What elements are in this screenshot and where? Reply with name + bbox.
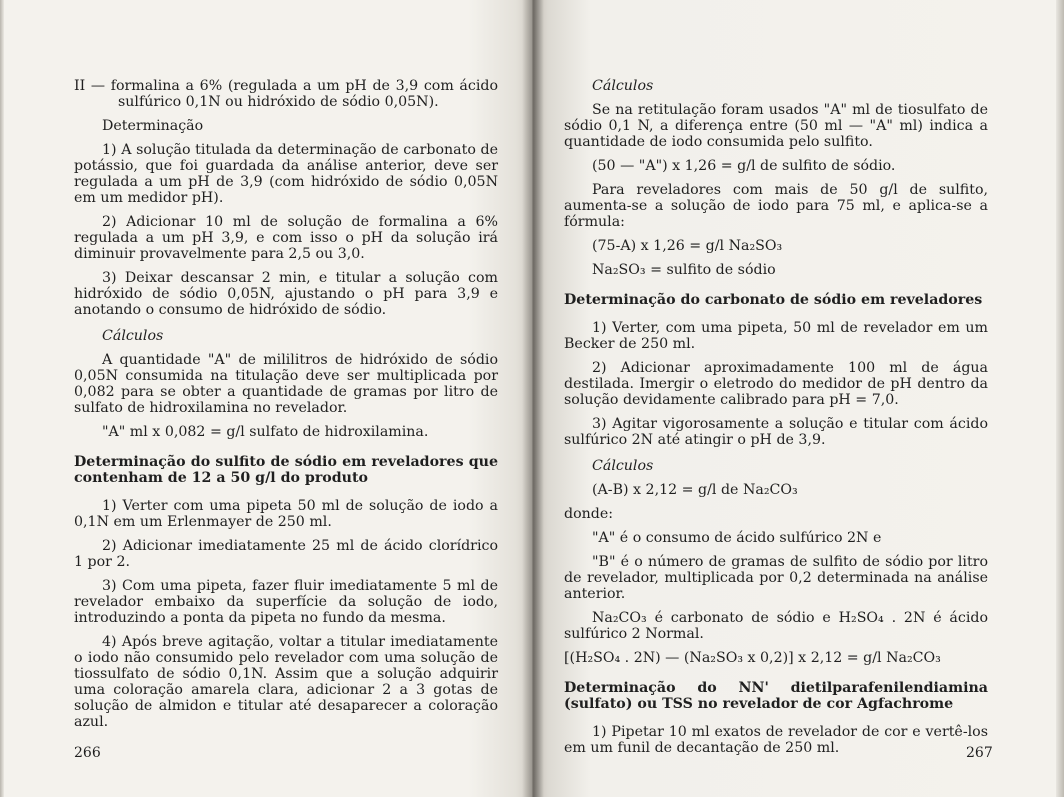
carbonato-step-2: 2) Adicionar aproximadamente 100 ml de água destilada. Imergir o eletrodo do medidor de pH dentro da solução devidamente calibrado para pH = 7,0. (564, 360, 988, 408)
calculos-label-right: Cálculos (592, 78, 654, 94)
tss-step-1: 1) Pipetar 10 ml exatos de revelador de cor e vertê-los em um funil de decantação de 250 ml. (564, 724, 988, 756)
step-2: 2) Adicionar 10 ml de solução de formalina a 6% regulada a um pH 3,9, e com isso o pH da solução irá diminuir provavelmente para 2,5 ou 3,0. (74, 214, 498, 262)
section-step-2: 2) Adicionar imediatamente 25 ml de ácido clorídrico 1 por 2. (74, 538, 498, 570)
section-heading-carbonato: Determinação do carbonato de sódio em reveladores (564, 292, 983, 308)
section-step-3: 3) Com uma pipeta, fazer fluir imediatamente 5 ml de revelador embaixo da superfície da solução de iodo, introduzindo a ponta da pipeta no fundo da mesma. (74, 578, 498, 626)
page-number-left: 266 (74, 745, 101, 761)
formula-sulfito-75: (75-A) x 1,26 = g/l Na₂SO₃ (592, 238, 783, 254)
step-3: 3) Deixar descansar 2 min, e titular a solução com hidróxido de sódio 0,05N, ajustando o pH para 3,9 e anotando o consumo de hidróxido de sódio. (74, 270, 498, 318)
donde-label: donde: (564, 506, 614, 522)
left-text-column (74, 78, 498, 738)
carbonato-step-1: 1) Verter, com uma pipeta, 50 ml de revelador em um Becker de 250 ml. (564, 320, 988, 352)
formula-carbonato: (A-B) x 2,12 = g/l de Na₂CO₃ (592, 482, 798, 498)
calculos-label-right-2: Cálculos (592, 458, 654, 474)
calculos-formula: "A" ml x 0,082 = g/l sulfato de hidroxilamina. (102, 424, 429, 440)
determinacao-label: Determinação (102, 118, 204, 134)
section-heading-tss: Determinação do NN' dietilparafenilendiamina (sulfato) ou TSS no revelador de cor Agfachrome (564, 680, 988, 712)
section-step-4: 4) Após breve agitação, voltar a titular imediatamente o iodo não consumido pelo revelador com uma solução de tiossulfato de sódio 0,1N. Assim que a solução adquirir uma coloração amarela clara, adicionar 2 a 3 gotas de solução de almidon e titular até desaparecer a coloração azul. (74, 634, 498, 730)
right-page-edge (1056, 0, 1064, 797)
para-mais-50: Para reveladores com mais de 50 g/l de sulfito, aumenta-se a solução de iodo para 75 ml, e aplica-se a fórmula: (564, 182, 988, 230)
carbonato-step-3: 3) Agitar vigorosamente a solução e titular com ácido sulfúrico 2N até atingir o pH de 3,9. (564, 416, 988, 448)
formula-definition: Na₂SO₃ = sulfito de sódio (592, 262, 776, 278)
definition-b: "B" é o número de gramas de sulfito de sódio por litro de revelador, multiplicada por 0,2 determinada na análise anterior. (564, 554, 988, 602)
definition-c: Na₂CO₃ é carbonato de sódio e H₂SO₄ . 2N é ácido sulfúrico 2 Normal. (564, 610, 988, 642)
right-text-column (564, 78, 988, 764)
page-number-right: 267 (966, 745, 993, 761)
formula-combined: [(H₂SO₄ . 2N) — (Na₂SO₃ x 0,2)] x 2,12 = g/l Na₂CO₃ (564, 650, 941, 666)
section-step-1: 1) Verter com uma pipeta 50 ml de solução de iodo a 0,1N em um Erlenmayer de 250 ml. (74, 498, 498, 530)
definition-a: "A" é o consumo de ácido sulfúrico 2N e (592, 530, 882, 546)
calculos-text: A quantidade "A" de mililitros de hidróxido de sódio 0,05N consumida na titulação deve ser multiplicada por 0,082 para se obter a quantidade de gramas por litro de sulfato de hidroxilamina no revelador. (74, 352, 498, 416)
section-heading-sulfito: Determinação do sulfito de sódio em reveladores que contenham de 12 a 50 g/l do produto (74, 454, 498, 486)
step-1: 1) A solução titulada da determinação de carbonato de potássio, que foi guardada da análise anterior, deve ser regulada a um pH de 3,9 (com hidróxido de sódio 0,05N em um medidor pH). (74, 142, 498, 206)
right-page (532, 0, 1064, 797)
left-page-edge (0, 0, 4, 797)
calculos-label: Cálculos (102, 328, 164, 344)
para-retitulacao: Se na retitulação foram usados "A" ml de tiosulfato de sódio 0,1 N, a diferença entre (50 ml — "A" ml) indica a quantidade de iodo consumida pelo sulfito. (564, 102, 988, 150)
book-gutter (522, 0, 544, 797)
formula-sulfito-50: (50 — "A") x 1,26 = g/l de sulfito de sódio. (592, 158, 896, 174)
item-ii: II — formalina a 6% (regulada a um pH de 3,9 com ácido sulfúrico 0,1N ou hidróxido de sódio 0,05N). (74, 78, 498, 110)
